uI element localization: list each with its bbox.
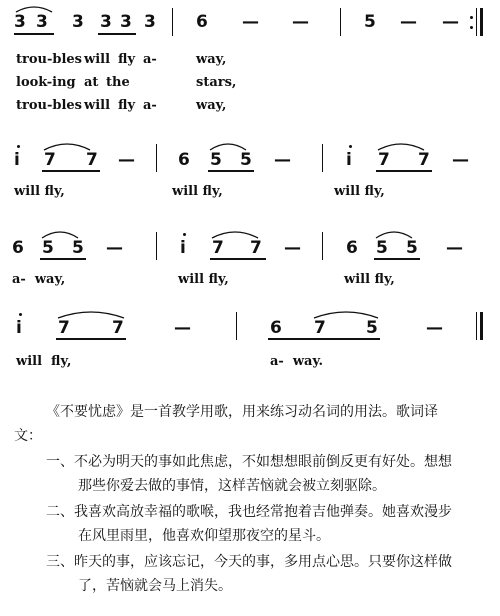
note: 5 [406,238,418,258]
barline [322,232,323,260]
intro-paragraph: 《不要忧虑》是一首教学用歌，用来练习动名词的用法。歌词译 [46,404,438,420]
note: 7 [212,238,224,258]
note: 5 [72,238,84,258]
underline [98,33,136,35]
underline [14,33,54,35]
barline [172,8,173,36]
barline [322,144,323,172]
lyric: fly [118,52,136,67]
lyric: will fly, [14,184,65,199]
note: i [14,150,20,170]
note: i [180,238,186,258]
note: 7 [86,150,98,170]
repeat-dot [470,26,473,29]
intro-paragraph-wrap: 文： [14,428,42,444]
note: 7 [44,150,56,170]
final-barline [476,312,477,340]
lyric: will [84,98,111,113]
underline [210,258,266,260]
lyric: will fly, [178,272,229,287]
note: 7 [112,318,124,338]
verse-2-line-2: 在风里雨里，他喜欢仰望那夜空的星斗。 [78,528,330,544]
barline [340,8,341,36]
note: 3 [144,12,156,32]
note: 6 [346,238,358,258]
barline [156,232,157,260]
note: 3 [72,12,84,32]
dash: — [446,238,463,258]
lyric: trou-bles [16,52,82,67]
note: 6 [270,318,282,338]
dash: — [442,12,459,32]
note: 7 [378,150,390,170]
note: 5 [42,238,54,258]
underline [42,170,100,172]
octave-dot [17,145,20,148]
lyric: at [84,75,99,90]
note: 5 [366,318,378,338]
verse-1-line-2: 那些你爱去做的事情，这样苦恼就会被立刻驱除。 [78,478,386,494]
verse-3-line-2: 了，苦恼就会马上消失。 [78,578,232,594]
final-barline-thick [480,312,483,340]
repeat-barline-thick [480,8,483,36]
lyric: a- way, [12,272,66,287]
note: 7 [250,238,262,258]
note: 6 [196,12,208,32]
lyric: will fly, [334,184,385,199]
dash: — [426,318,443,338]
slur [14,2,54,14]
underline [374,258,420,260]
underline [376,170,432,172]
lyric: a- [143,52,157,67]
note: 6 [12,238,24,258]
dash: — [106,238,123,258]
verse-1-line-1: 一、不必为明天的事如此焦虑，不如想想眼前倒反更有好处。想想 [46,454,452,470]
lyric: the [106,75,130,90]
lyric: look-ing [16,75,76,90]
note: i [16,318,22,338]
dash: — [400,12,417,32]
dash: — [174,318,191,338]
note: 7 [314,318,326,338]
lyric: a- way. [270,354,324,369]
repeat-dot [470,16,473,19]
note: 7 [58,318,70,338]
repeat-barline [476,8,477,36]
note: 5 [376,238,388,258]
lyric: stars, [196,75,237,90]
barline [156,144,157,172]
lyric: will fly, [172,184,223,199]
note: 6 [178,150,190,170]
dash: — [118,150,135,170]
lyric: will fly, [16,354,72,369]
dash: — [242,12,259,32]
dash: — [452,150,469,170]
barline [236,312,237,340]
lyric: trou-bles [16,98,82,113]
underline [56,338,126,340]
underline [40,258,86,260]
underline [208,170,254,172]
note: 5 [210,150,222,170]
note: 5 [240,150,252,170]
note: 3 [36,12,48,32]
note: 7 [418,150,430,170]
verse-3-line-1: 三、昨天的事，应该忘记，今天的事，多用点心思。只要你这样做 [46,554,452,570]
dash: — [284,238,301,258]
note: 5 [364,12,376,32]
lyric: fly [118,98,136,113]
octave-dot [349,145,352,148]
underline [268,338,380,340]
lyric: a- [143,98,157,113]
dash: — [292,12,309,32]
octave-dot [19,313,22,316]
lyric: will fly, [344,272,395,287]
note: 3 [100,12,112,32]
lyric: way, [196,52,227,67]
note: 3 [120,12,132,32]
note: i [346,150,352,170]
dash: — [274,150,291,170]
lyric: will [84,52,111,67]
verse-2-line-1: 二、我喜欢高放幸福的歌喉，我也经常抱着吉他弹奏。她喜欢漫步 [46,504,452,520]
lyric: way, [196,98,227,113]
octave-dot [183,233,186,236]
note: 3 [14,12,26,32]
